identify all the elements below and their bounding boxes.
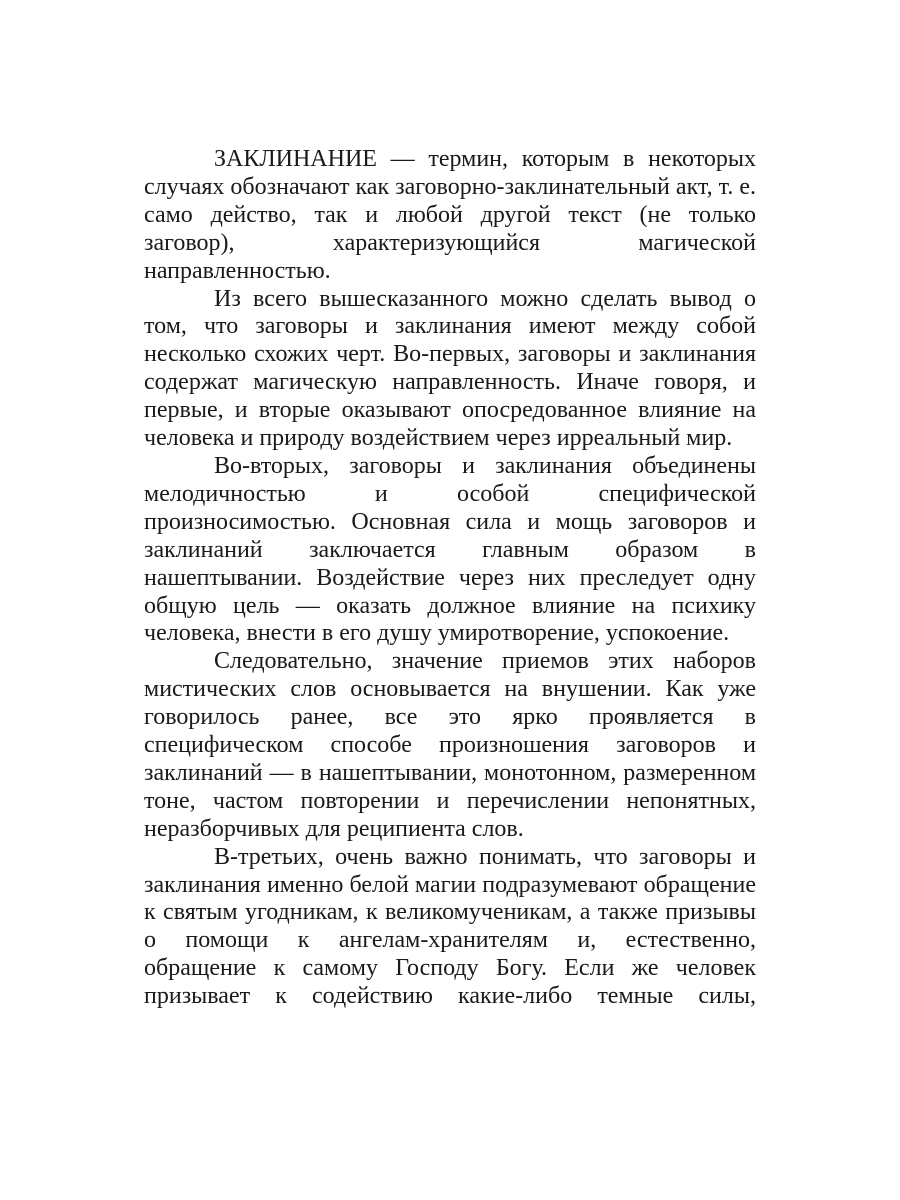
paragraph-4: Следовательно, значение приемов этих наборов мистических слов основывается на внушении. Как уже говорилось ранее, все это ярко проявляется в специфическом способе произношения заговоров и заклинаний — в нашептывании, монотонном, размеренном тоне, частом повторении и перечислении непонятных, неразборчивых для реципиента слов. <box>144 648 756 842</box>
body-text <box>144 146 756 1011</box>
paragraph-1: ЗАКЛИНАНИЕ — термин, которым в некоторых случаях обозначают как заговорно-заклинательный акт, т. е. само действо, так и любой другой текст (не только заговор), характеризующийся магической направленностью. <box>144 146 756 284</box>
paragraph-3: Во-вторых, заговоры и заклинания объединены мелодичностью и особой специфической произносимостью. Основная сила и мощь заговоров и заклинаний заключается главным образом в нашептывании. Воздействие через них преследует одну общую цель — оказать должное влияние на психику человека, внести в его душу умиротворение, успокоение. <box>144 452 756 647</box>
paragraph-2: Из всего вышесказанного можно сделать вывод о том, что заговоры и заклинания имеют между собой несколько схожих черт. Во-первых, заговоры и заклинания содержат магическую направленность. Иначе говоря, и первые, и вторые оказывают опосредованное влияние на человека и природу воздействием через ирреальный мир. <box>144 285 756 452</box>
paragraph-5: В-третьих, очень важно понимать, что заговоры и заклинания именно белой магии подразумевают обращение к святым угодникам, к великомученикам, а также призывы о помощи к ангелам-хранителям и, естественно, обращение к самому Господу Богу. Если же человек призывает к содействию какие-либо темные силы, <box>144 843 756 1010</box>
